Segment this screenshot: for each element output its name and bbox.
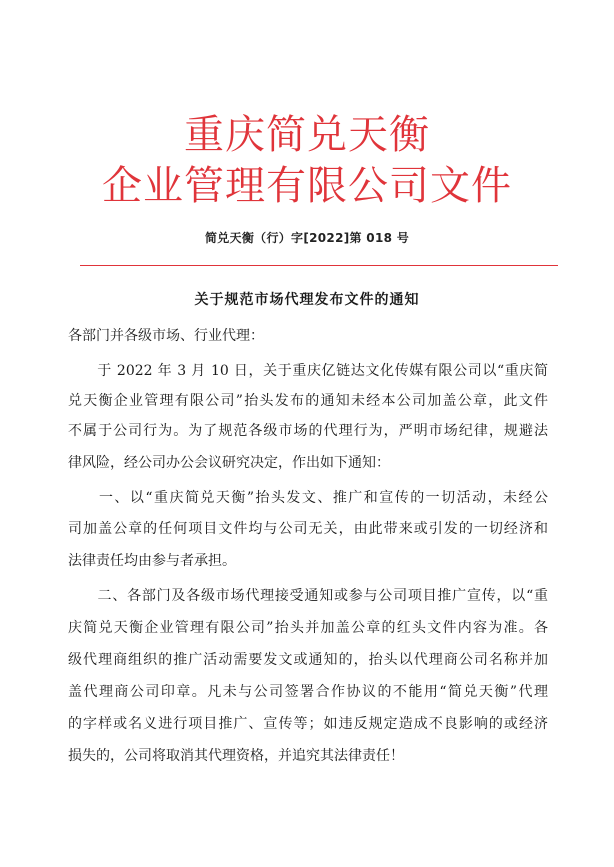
notice-title: 关于规范市场代理发布文件的通知 <box>194 292 420 308</box>
body-line: 律风险，经公司办公会议研究决定，作出如下通知： <box>68 455 390 471</box>
body-line: 二、各部门及各级市场代理接受通知或参与公司项目推广宣传，以“重 <box>68 588 548 604</box>
body-line: 于 2022 年 3 月 10 日，关于重庆亿链达文化传媒有限公司以“重庆简 <box>68 363 548 379</box>
body-line: 级代理商组织的推广活动需要发文或通知的，抬头以代理商公司名称并加 <box>68 652 548 668</box>
body-line: 法律责任均由参与者承担。 <box>68 553 236 569</box>
body-line: 兑天衡企业管理有限公司”抬头发布的通知未经本公司加盖公章，此文件 <box>68 393 548 409</box>
body-line: 司加盖公章的任何项目文件均与公司无关，由此带来或引发的一切经济和 <box>68 521 548 537</box>
red-divider-line <box>80 265 558 266</box>
document-number: 简兑天衡（行）字[2022]第 018 号 <box>204 231 410 245</box>
body-line: 不属于公司行为。为了规范各级市场的代理行为，严明市场纪律，规避法 <box>68 423 548 439</box>
body-line: 损失的，公司将取消其代理资格，并追究其法律责任！ <box>68 748 404 764</box>
document-title-line-1: 重庆简兑天衡 <box>184 112 430 158</box>
body-line: 盖代理商公司印章。凡未与公司签署合作协议的不能用“简兑天衡”代理 <box>68 684 548 700</box>
body-line: 的字样或名义进行项目推广、宣传等；如违反规定造成不良影响的或经济 <box>68 716 548 732</box>
document-title-line-2: 企业管理有限公司文件 <box>102 163 512 209</box>
body-line: 一、以“重庆简兑天衡”抬头发文、推广和宣传的一切活动，未经公 <box>68 490 548 506</box>
body-line: 庆简兑天衡企业管理有限公司”抬头并加盖公章的红头文件内容为准。各 <box>68 620 548 636</box>
salutation-line: 各部门并各级市场、行业代理： <box>68 328 264 344</box>
